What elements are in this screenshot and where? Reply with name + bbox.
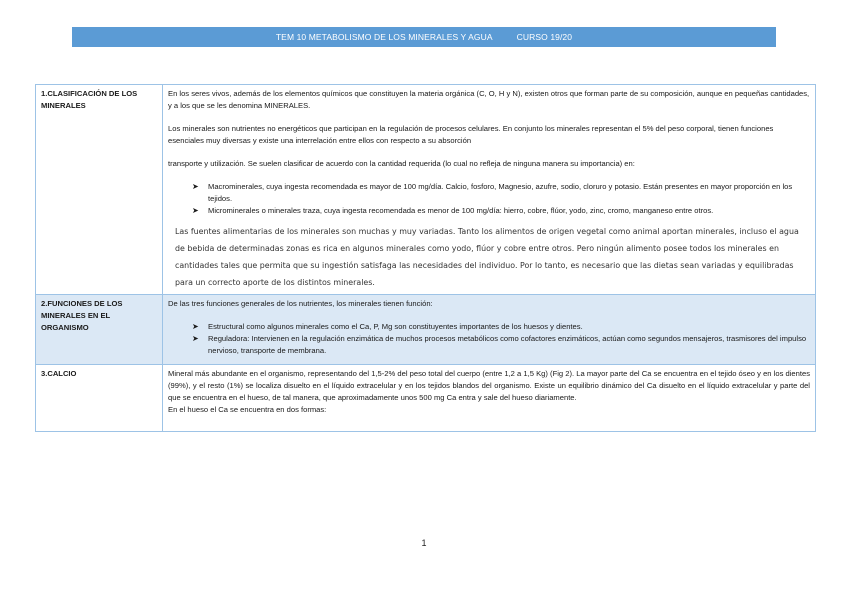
arrow-bullet-icon: ➤ bbox=[192, 206, 199, 215]
bullet-list bbox=[168, 321, 810, 357]
bullet-list bbox=[168, 181, 810, 217]
document-header bbox=[72, 27, 776, 47]
paragraph: De las tres funciones generales de los nutrientes, los minerales tienen función: bbox=[168, 299, 433, 308]
table-row bbox=[36, 295, 816, 365]
list-item bbox=[192, 321, 810, 333]
section-body-funciones bbox=[163, 295, 816, 365]
paragraph: Mineral más abundante en el organismo, representando del 1,5-2% del peso total del cuerpo (entre 1,2 a 1,5 Kg) (Fig 2). La mayor parte del Ca se encuentra en el tejido óseo y en los dientes (99%), y el resto (1%) se localiza disuelto en el líquido extracelular y en los tejidos blandos del organismo. Existe un equilibrio dinámico del Ca disuelto en el líquido extracelular y parte del que se encuentra en el hueso, de tal manera, que aproximadamente unos 500 mg Ca entra y sale del hueso diariamente. bbox=[168, 369, 810, 402]
arrow-bullet-icon: ➤ bbox=[192, 322, 199, 331]
content-table bbox=[35, 84, 816, 432]
table-row bbox=[36, 365, 816, 432]
document-title: TEM 10 METABOLISMO DE LOS MINERALES Y AGUA bbox=[275, 32, 493, 42]
list-item bbox=[192, 181, 810, 205]
list-item bbox=[192, 205, 810, 217]
paragraph: En los seres vivos, además de los elementos químicos que constituyen la materia orgánica (C, O, H y N), existen otros que forman parte de su composición, aunque en pequeñas cantidades, y a los que se les denomina MINERALES. bbox=[168, 89, 810, 110]
paragraph: transporte y utilización. Se suelen clasificar de acuerdo con la cantidad requerida (lo cual no refleja de ninguna manera su importancia) en: bbox=[168, 159, 635, 168]
table-row bbox=[36, 85, 816, 295]
paragraph: Los minerales son nutrientes no energéticos que participan en la regulación de procesos celulares. En conjunto los minerales representan el 5% del peso corporal, tienen funciones esenciales muy diversas y existe una interrelación entre ellos con respecto a su absorción bbox=[168, 124, 774, 145]
list-item-text: Macrominerales, cuya ingesta recomendada es mayor de 100 mg/día. Calcio, fosforo, Magnesio, azufre, sodio, cloruro y potasio. Están presentes en mayor proporción en los tejidos. bbox=[208, 182, 793, 203]
section-body-calcio bbox=[163, 365, 816, 432]
course-label: CURSO 19/20 bbox=[516, 32, 573, 42]
section-label-calcio: 3.CALCIO bbox=[36, 365, 163, 432]
list-item-text: Reguladora: Intervienen en la regulación enzimática de muchos procesos metabólicos como cofactores enzimáticos, actúan como segundos mensajeros, trasmisores del impulso nervioso, transporte de membrana. bbox=[208, 334, 807, 355]
list-item bbox=[192, 333, 810, 357]
list-item-text: Microminerales o minerales traza, cuya ingesta recomendada es menor de 100 mg/día: hierro, cobre, flúor, yodo, zinc, cromo, manganeso entre otros. bbox=[208, 206, 714, 215]
paragraph: En el hueso el Ca se encuentra en dos formas: bbox=[168, 405, 327, 414]
section-body-clasificacion bbox=[163, 85, 816, 295]
page-number: 1 bbox=[421, 538, 427, 548]
list-item-text: Estructural como algunos minerales como el Ca, P, Mg son constituyentes importantes de los huesos y dientes. bbox=[208, 322, 583, 331]
arrow-bullet-icon: ➤ bbox=[192, 334, 199, 343]
paragraph-fuentes: Las fuentes alimentarias de los minerales son muchas y muy variadas. Tanto los alimentos de origen vegetal como animal aportan minerales, incluso el agua de bebida de determinadas zonas es rica en algunos minerales como yodo, flúor y cobre entre otros. Pero ningún alimento posee todos los minerales en cantidades tales que permita que su ingestión satisfaga las necesidades del individuo. Por lo tanto, es necesario que las dietas sean variadas y equilibradas para un correcto aporte de los distintos minerales. bbox=[175, 227, 799, 287]
arrow-bullet-icon: ➤ bbox=[192, 182, 199, 191]
section-label-funciones: 2.FUNCIONES DE LOS MINERALES EN EL ORGANISMO bbox=[36, 295, 163, 365]
section-label-clasificacion: 1.CLASIFICACIÓN DE LOS MINERALES bbox=[36, 85, 163, 295]
